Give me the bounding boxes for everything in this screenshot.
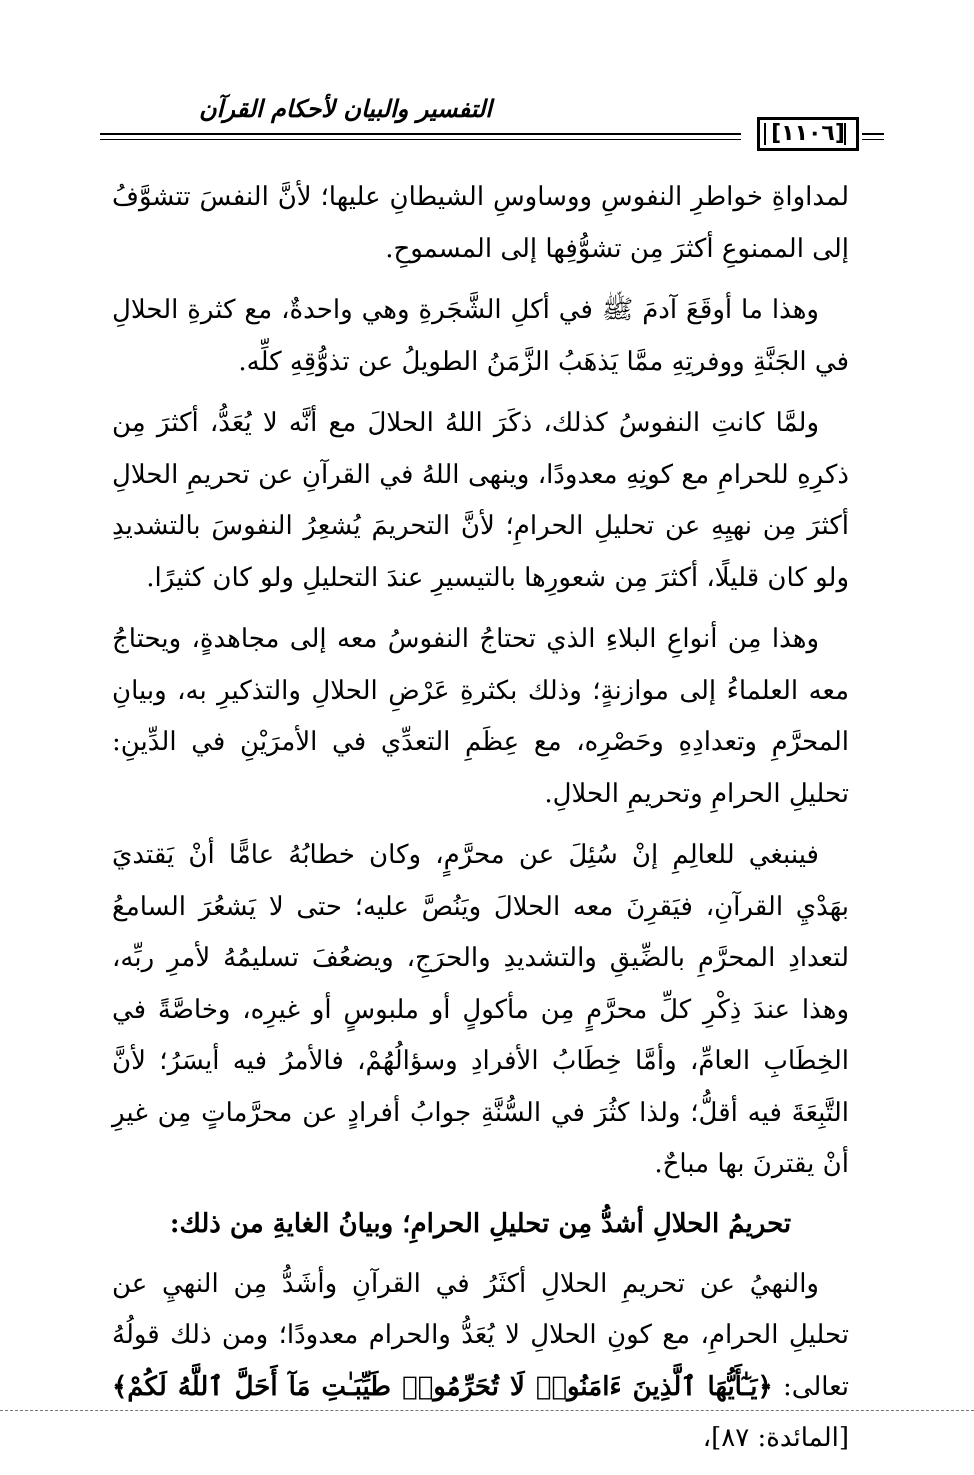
header-rule-thin [100, 139, 741, 140]
paragraph-text: والنهيُ عن تحريمِ الحلالِ أكثَرُ في القرآنِ وأشَدُّ مِن النهيِ عن تحليلِ الحرامِ، مع كونِ الحلالِ لا يُعَدُّ والحرام معدودًا؛ ومن ذلك قولُهُ تعالى: [112, 1268, 849, 1402]
paragraph: وهذا مِن أنواعِ البلاءِ الذي تحتاجُ النفوسُ معه إلى مجاهدةٍ، ويحتاجُ معه العلماءُ إلى موازنةٍ؛ وذلك بكثرةِ عَرْضِ الحلالِ والتذكيرِ به، وبيانِ المحرَّمِ وتعدادِهِ وحَصْرِه، مع عِظَمِ التعدِّي في الأمرَيْنِ في الدِّينِ: تحليلِ الحرامِ وتحريمِ الحلالِ. [112, 624, 849, 809]
page-number: [١١٠٦] [757, 117, 859, 151]
paragraph: فينبغي للعالِمِ إنْ سُئِلَ عن محرَّمٍ، وكان خطابُهُ عامًّا أنْ يَقتديَ بهَدْيِ القرآنِ، فيَقرِنَ معه الحلالَ ويَنُصَّ عليه؛ حتى لا يَشعُرَ السامعُ لتعدادِ المحرَّمِ بالضِّيقِ والتشديدِ والحرَجِ، ويضعُفَ تسليمُهُ لأمرِ ربِّه، وهذا عندَ ذِكْرِ كلِّ محرَّمٍ مِن مأكولٍ أو ملبوسٍ أو غيرِه، وخاصَّةً في الخِطَابِ العامِّ، وأمَّا خِطَابُ الأفرادِ وسؤالُهُمْ، فالأمرُ فيه أيسَرُ؛ لأنَّ التَّبِعَةَ فيه أقلُّ؛ ولذا كثُرَ في السُّنَّةِ جوابُ أفرادٍ عن محرَّماتٍ مِن غيرِ أنْ يقترنَ بها مباحٌ. [112, 840, 849, 1179]
section-heading: تحريمُ الحلالِ أشدُّ مِن تحليلِ الحرامِ؛ وبيانُ الغايةِ من ذلك: [169, 1208, 792, 1239]
paragraph: وهذا ما أوقَعَ آدمَ ﷺ في أكلِ الشَّجَرةِ وهي واحدةٌ، مع كثرةِ الحلالِ في الجَنَّةِ ووفرتِهِ ممَّا يَذهَبُ الزَّمَنُ الطويلُ عن تذوُّقِهِ كلِّه. [112, 295, 849, 377]
page-header [100, 85, 859, 155]
verse-reference: [المائدة: ٨٧]، [702, 1423, 849, 1453]
header-rule [100, 133, 741, 135]
paragraph [112, 1259, 849, 1465]
paragraph: ولمَّا كانتِ النفوسُ كذلك، ذكَرَ اللهُ الحلالَ مع أنَّه لا يُعَدُّ، أكثرَ مِن ذكرِهِ للحرامِ مع كونِهِ معدودًا، وينهى اللهُ في القرآنِ عن تحريمِ الحلالِ أكثرَ مِن نهيِهِ عن تحليلِ الحرامِ؛ لأنَّ التحريمَ يُشعِرُ النفوسَ بالتشديدِ ولو كان قليلًا، أكثرَ مِن شعورِها بالتيسيرِ عندَ التحليلِ ولو كان كثيرًا. [112, 408, 849, 593]
paragraph: لمداواةِ خواطرِ النفوسِ ووساوسِ الشيطانِ عليها؛ لأنَّ النفسَ تتشوَّفُ إلى الممنوعِ أكثرَ مِن تشوُّفِها إلى المسموحِ. [112, 182, 849, 264]
body-text [112, 172, 849, 1475]
header-rule-right [862, 133, 884, 135]
running-title: التفسير والبيان لأحكام القرآن [199, 94, 492, 123]
header-rule-right-thin [862, 139, 884, 140]
quran-verse: ﴿يَـٰٓأَيُّهَا ٱلَّذِينَ ءَامَنُوا۟ لَا تُحَرِّمُوا۟ طَيِّبَـٰتِ مَآ أَحَلَّ ٱللَّهُ لَكُمْ﴾ [112, 1371, 773, 1402]
footer-rule [0, 1410, 974, 1411]
